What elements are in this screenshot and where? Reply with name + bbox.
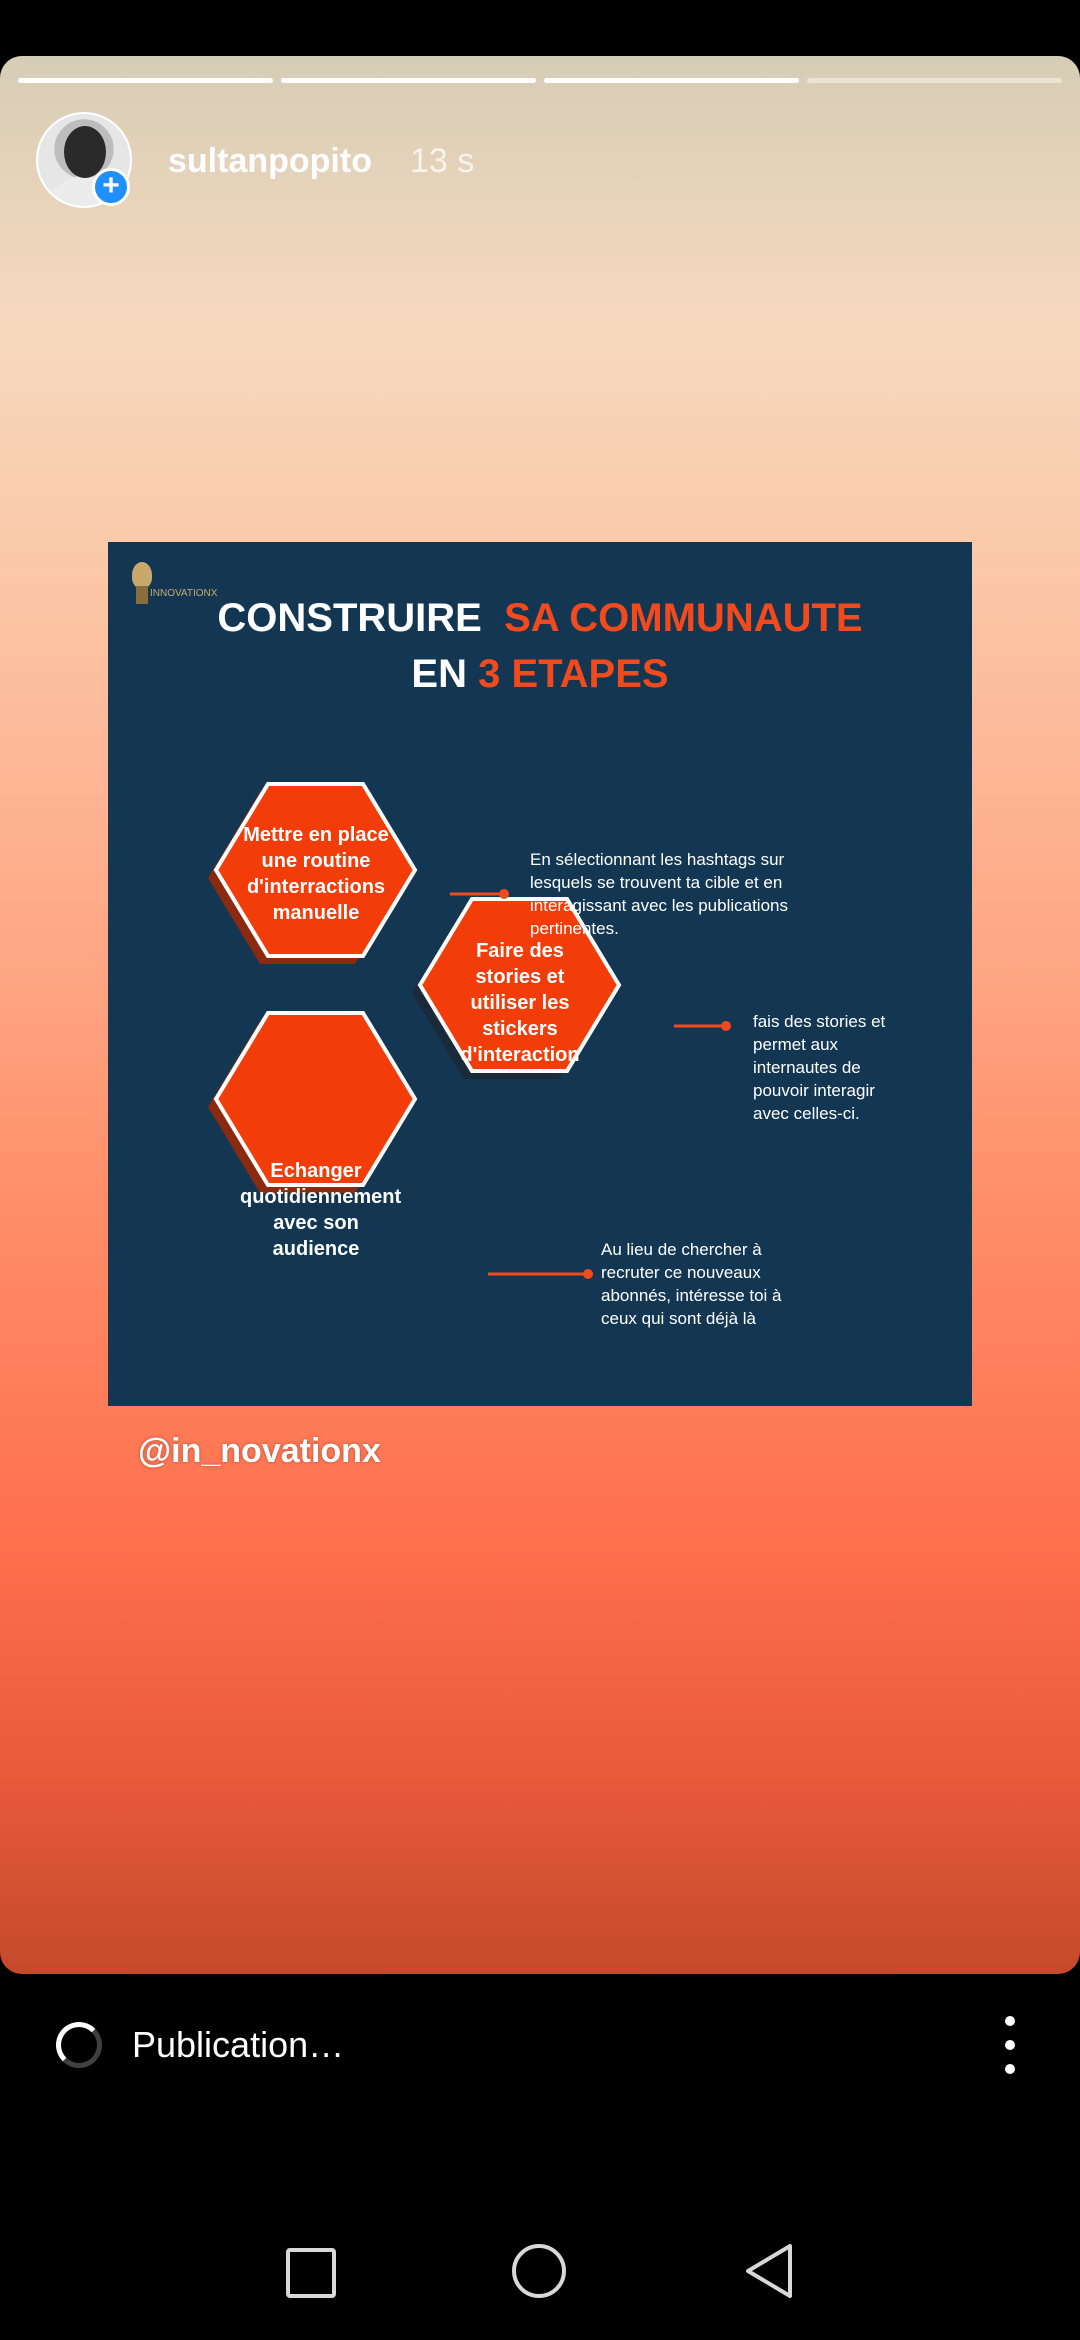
add-story-plus-icon[interactable]: + bbox=[92, 168, 130, 206]
android-navigation-bar bbox=[0, 2200, 1080, 2340]
mention-sticker[interactable]: @in_novationx bbox=[138, 1432, 381, 1470]
home-circle-icon[interactable] bbox=[504, 2236, 574, 2306]
story-timestamp: 13 s bbox=[410, 142, 475, 180]
progress-segment-2 bbox=[281, 78, 536, 83]
story-progress-bar bbox=[18, 78, 1062, 83]
step-1-text: Mettre en place une routine d'interractions manuelle bbox=[243, 824, 389, 924]
title-line-1-white: CONSTRUIRE bbox=[217, 596, 482, 640]
recents-square-icon[interactable] bbox=[274, 2236, 344, 2306]
publishing-status-text: Publication… bbox=[132, 2024, 345, 2065]
title-line-2-accent: 3 ETAPES bbox=[478, 652, 669, 696]
username[interactable]: sultanpopito bbox=[168, 142, 372, 180]
connector-1-dot bbox=[499, 889, 509, 899]
step-3-text: Echanger quotidiennement avec son audience bbox=[240, 1160, 402, 1260]
title-line-1-accent: SA COMMUNAUTE bbox=[504, 596, 863, 640]
loading-spinner-icon bbox=[56, 2022, 102, 2068]
more-vertical-icon[interactable] bbox=[996, 2016, 1024, 2076]
step-3-note: Au lieu de chercher à recruter ce nouveaux abonnés, intéresse toi à ceux qui sont déjà là bbox=[601, 1240, 782, 1328]
logo-text: INNOVATIONX bbox=[150, 588, 218, 599]
step-1-note: En sélectionnant les hashtags sur lesquels se trouvent ta cible et en interagissant avec les publications pertinentes. bbox=[530, 850, 788, 938]
step-2-text: Faire des stories et utiliser les stickers d'interaction bbox=[460, 940, 580, 1066]
progress-segment-3 bbox=[544, 78, 799, 83]
connector-2-dot bbox=[721, 1021, 731, 1031]
connector-3-dot bbox=[583, 1269, 593, 1279]
back-triangle-icon[interactable] bbox=[734, 2236, 804, 2306]
story-image-card bbox=[108, 542, 972, 1406]
title-line-2-white: EN bbox=[411, 652, 467, 696]
step-2-note: fais des stories et permet aux internautes de pouvoir interagir avec celles-ci. bbox=[753, 1012, 886, 1123]
progress-segment-4 bbox=[807, 78, 1062, 83]
story-view[interactable] bbox=[0, 56, 1080, 1974]
publish-status-bar bbox=[0, 1974, 1080, 2124]
progress-segment-1 bbox=[18, 78, 273, 83]
